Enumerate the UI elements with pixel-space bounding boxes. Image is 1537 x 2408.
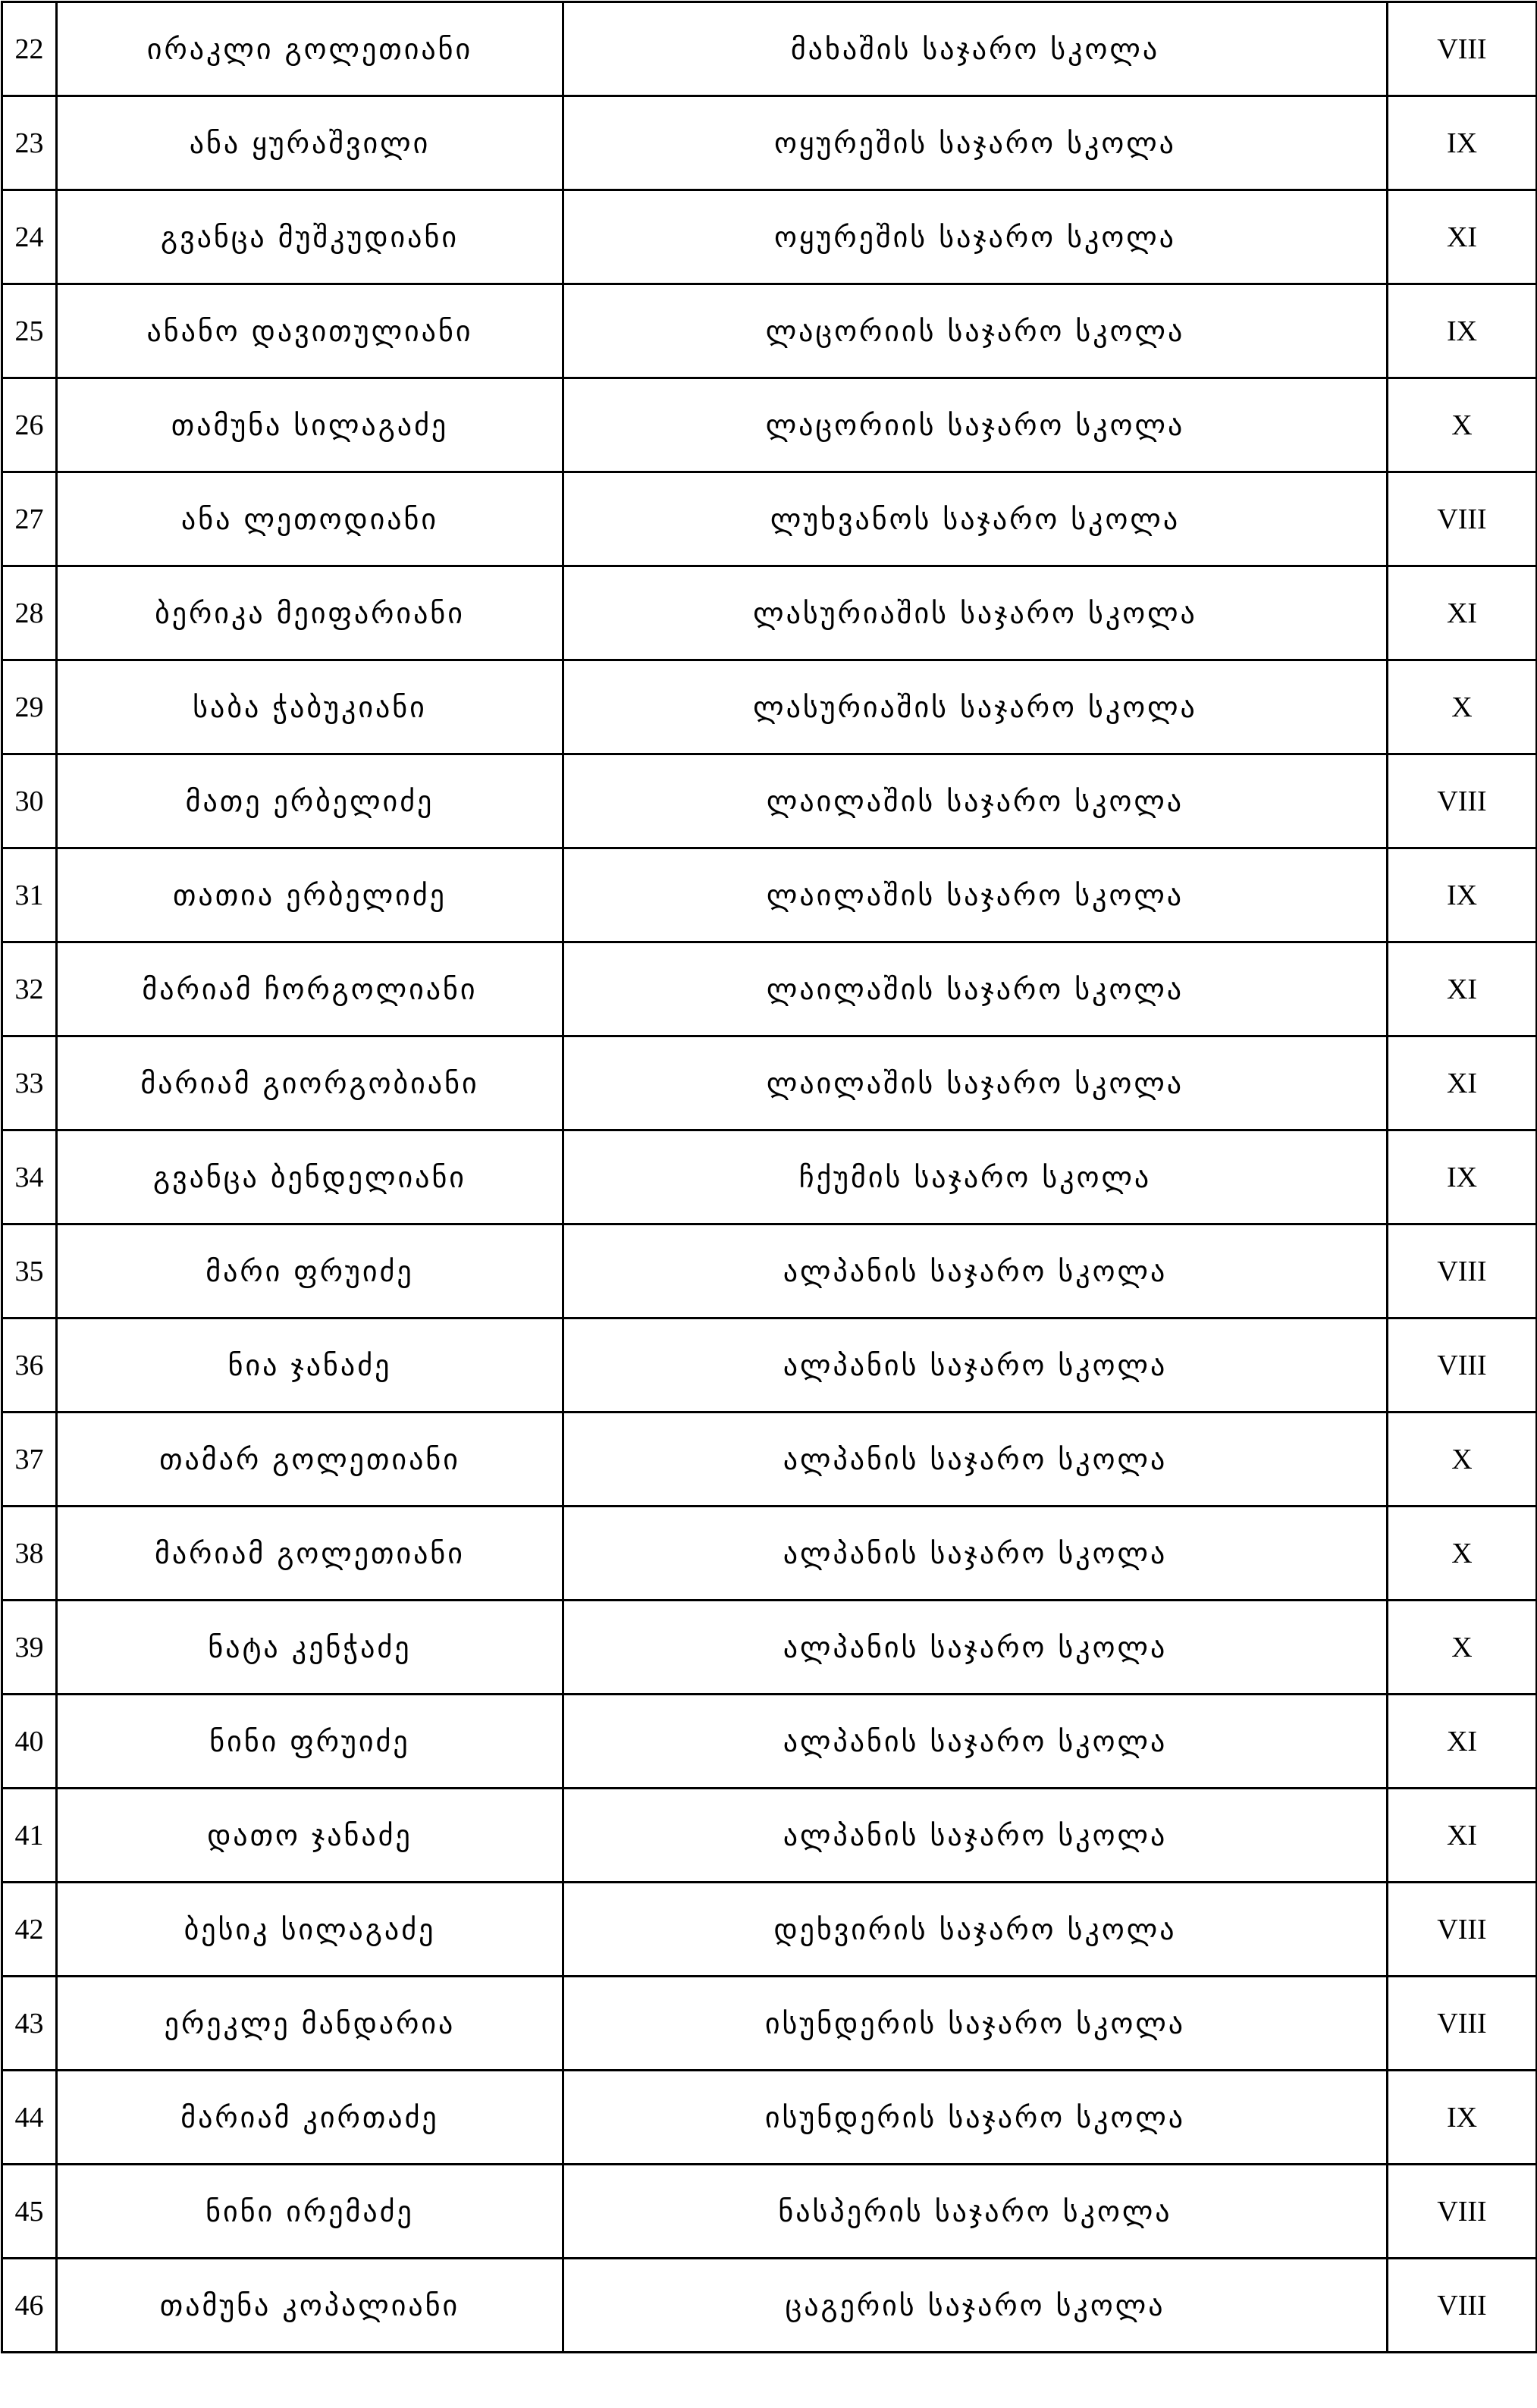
grade-cell: X (1388, 1507, 1537, 1601)
grade-cell: VIII (1388, 2165, 1537, 2259)
row-number-cell: 44 (2, 2071, 57, 2165)
student-name-cell: ანა ლეთოდიანი (57, 472, 563, 566)
row-number-cell: 32 (2, 942, 57, 1036)
school-name-cell: ოყურეშის საჯარო სკოლა (563, 96, 1388, 190)
school-name-cell: ლაილაშის საჯარო სკოლა (563, 1036, 1388, 1130)
row-number-cell: 31 (2, 848, 57, 942)
school-name-cell: დეხვირის საჯარო სკოლა (563, 1883, 1388, 1977)
row-number-cell: 43 (2, 1977, 57, 2071)
student-name-cell: თათია ერბელიძე (57, 848, 563, 942)
student-name-cell: გვანცა მუშკუდიანი (57, 190, 563, 284)
row-number-cell: 23 (2, 96, 57, 190)
student-name-cell: ნატა კენჭაძე (57, 1601, 563, 1695)
table-row (2, 942, 1537, 1036)
school-name-cell: ისუნდერის საჯარო სკოლა (563, 1977, 1388, 2071)
row-number-cell: 35 (2, 1224, 57, 1318)
row-number-cell: 34 (2, 1130, 57, 1224)
grade-cell: VIII (1388, 2, 1537, 96)
table-row (2, 660, 1537, 754)
table-row (2, 1507, 1537, 1601)
grade-cell: XI (1388, 942, 1537, 1036)
student-name-cell: მარიამ ჩორგოლიანი (57, 942, 563, 1036)
row-number-cell: 33 (2, 1036, 57, 1130)
table-row (2, 2071, 1537, 2165)
grade-cell: XI (1388, 566, 1537, 660)
student-name-cell: თამუნა სილაგაძე (57, 378, 563, 472)
school-name-cell: ალპანის საჯარო სკოლა (563, 1224, 1388, 1318)
row-number-cell: 40 (2, 1695, 57, 1789)
table-row (2, 1977, 1537, 2071)
school-name-cell: ალპანის საჯარო სკოლა (563, 1413, 1388, 1507)
table-row (2, 1789, 1537, 1883)
grade-cell: VIII (1388, 754, 1537, 848)
student-name-cell: ნია ჯანაძე (57, 1318, 563, 1413)
row-number-cell: 26 (2, 378, 57, 472)
table-row (2, 1883, 1537, 1977)
student-name-cell: მარიამ გიორგობიანი (57, 1036, 563, 1130)
school-name-cell: ლასურიაშის საჯარო სკოლა (563, 660, 1388, 754)
grade-cell: IX (1388, 284, 1537, 378)
student-name-cell: ირაკლი გოლეთიანი (57, 2, 563, 96)
student-name-cell: მარიამ კირთაძე (57, 2071, 563, 2165)
row-number-cell: 27 (2, 472, 57, 566)
table-row (2, 378, 1537, 472)
table-row (2, 472, 1537, 566)
table-row (2, 190, 1537, 284)
row-number-cell: 36 (2, 1318, 57, 1413)
school-name-cell: ნასპერის საჯარო სკოლა (563, 2165, 1388, 2259)
table-row (2, 284, 1537, 378)
school-name-cell: ლუხვანოს საჯარო სკოლა (563, 472, 1388, 566)
grade-cell: X (1388, 378, 1537, 472)
table-row (2, 1130, 1537, 1224)
table-row (2, 1036, 1537, 1130)
school-name-cell: ისუნდერის საჯარო სკოლა (563, 2071, 1388, 2165)
school-name-cell: ოყურეშის საჯარო სკოლა (563, 190, 1388, 284)
row-number-cell: 28 (2, 566, 57, 660)
school-name-cell: ცაგერის საჯარო სკოლა (563, 2259, 1388, 2353)
school-name-cell: ალპანის საჯარო სკოლა (563, 1695, 1388, 1789)
grade-cell: XI (1388, 1695, 1537, 1789)
table-row (2, 2165, 1537, 2259)
student-name-cell: ბერიკა მეიფარიანი (57, 566, 563, 660)
student-name-cell: მათე ერბელიძე (57, 754, 563, 848)
student-name-cell: მარი ფრუიძე (57, 1224, 563, 1318)
row-number-cell: 22 (2, 2, 57, 96)
school-name-cell: ჩქუმის საჯარო სკოლა (563, 1130, 1388, 1224)
school-name-cell: ლაილაშის საჯარო სკოლა (563, 754, 1388, 848)
table-row (2, 2, 1537, 96)
school-name-cell: ალპანის საჯარო სკოლა (563, 1318, 1388, 1413)
grade-cell: IX (1388, 848, 1537, 942)
grade-cell: XI (1388, 190, 1537, 284)
table-row (2, 2259, 1537, 2353)
students-table (1, 1, 1537, 2353)
row-number-cell: 25 (2, 284, 57, 378)
table-row (2, 566, 1537, 660)
school-name-cell: ალპანის საჯარო სკოლა (563, 1507, 1388, 1601)
row-number-cell: 39 (2, 1601, 57, 1695)
student-name-cell: ნინი ფრუიძე (57, 1695, 563, 1789)
table-row (2, 1318, 1537, 1413)
table-row (2, 1601, 1537, 1695)
school-name-cell: ლაილაშის საჯარო სკოლა (563, 942, 1388, 1036)
student-name-cell: ბესიკ სილაგაძე (57, 1883, 563, 1977)
row-number-cell: 42 (2, 1883, 57, 1977)
student-name-cell: თამარ გოლეთიანი (57, 1413, 563, 1507)
row-number-cell: 41 (2, 1789, 57, 1883)
grade-cell: X (1388, 1413, 1537, 1507)
student-name-cell: თამუნა კოპალიანი (57, 2259, 563, 2353)
grade-cell: X (1388, 660, 1537, 754)
student-name-cell: გვანცა ბენდელიანი (57, 1130, 563, 1224)
row-number-cell: 24 (2, 190, 57, 284)
grade-cell: X (1388, 1601, 1537, 1695)
student-name-cell: დათო ჯანაძე (57, 1789, 563, 1883)
table-row (2, 1695, 1537, 1789)
grade-cell: VIII (1388, 1318, 1537, 1413)
students-table-body (2, 2, 1537, 2353)
student-name-cell: ანანო დავითულიანი (57, 284, 563, 378)
table-row (2, 848, 1537, 942)
student-name-cell: ანა ყურაშვილი (57, 96, 563, 190)
student-name-cell: საბა ჭაბუკიანი (57, 660, 563, 754)
row-number-cell: 46 (2, 2259, 57, 2353)
table-row (2, 96, 1537, 190)
grade-cell: VIII (1388, 472, 1537, 566)
school-name-cell: ლაცორიის საჯარო სკოლა (563, 284, 1388, 378)
grade-cell: VIII (1388, 1883, 1537, 1977)
grade-cell: IX (1388, 1130, 1537, 1224)
student-name-cell: ერეკლე მანდარია (57, 1977, 563, 2071)
student-name-cell: ნინი ირემაძე (57, 2165, 563, 2259)
grade-cell: IX (1388, 96, 1537, 190)
grade-cell: IX (1388, 2071, 1537, 2165)
school-name-cell: მახაშის საჯარო სკოლა (563, 2, 1388, 96)
table-row (2, 1224, 1537, 1318)
table-row (2, 754, 1537, 848)
row-number-cell: 45 (2, 2165, 57, 2259)
student-name-cell: მარიამ გოლეთიანი (57, 1507, 563, 1601)
table-row (2, 1413, 1537, 1507)
grade-cell: VIII (1388, 1977, 1537, 2071)
school-name-cell: ლასურიაშის საჯარო სკოლა (563, 566, 1388, 660)
school-name-cell: ალპანის საჯარო სკოლა (563, 1789, 1388, 1883)
grade-cell: VIII (1388, 2259, 1537, 2353)
school-name-cell: ალპანის საჯარო სკოლა (563, 1601, 1388, 1695)
row-number-cell: 38 (2, 1507, 57, 1601)
grade-cell: XI (1388, 1036, 1537, 1130)
row-number-cell: 37 (2, 1413, 57, 1507)
grade-cell: VIII (1388, 1224, 1537, 1318)
school-name-cell: ლაილაშის საჯარო სკოლა (563, 848, 1388, 942)
row-number-cell: 29 (2, 660, 57, 754)
row-number-cell: 30 (2, 754, 57, 848)
school-name-cell: ლაცორიის საჯარო სკოლა (563, 378, 1388, 472)
grade-cell: XI (1388, 1789, 1537, 1883)
